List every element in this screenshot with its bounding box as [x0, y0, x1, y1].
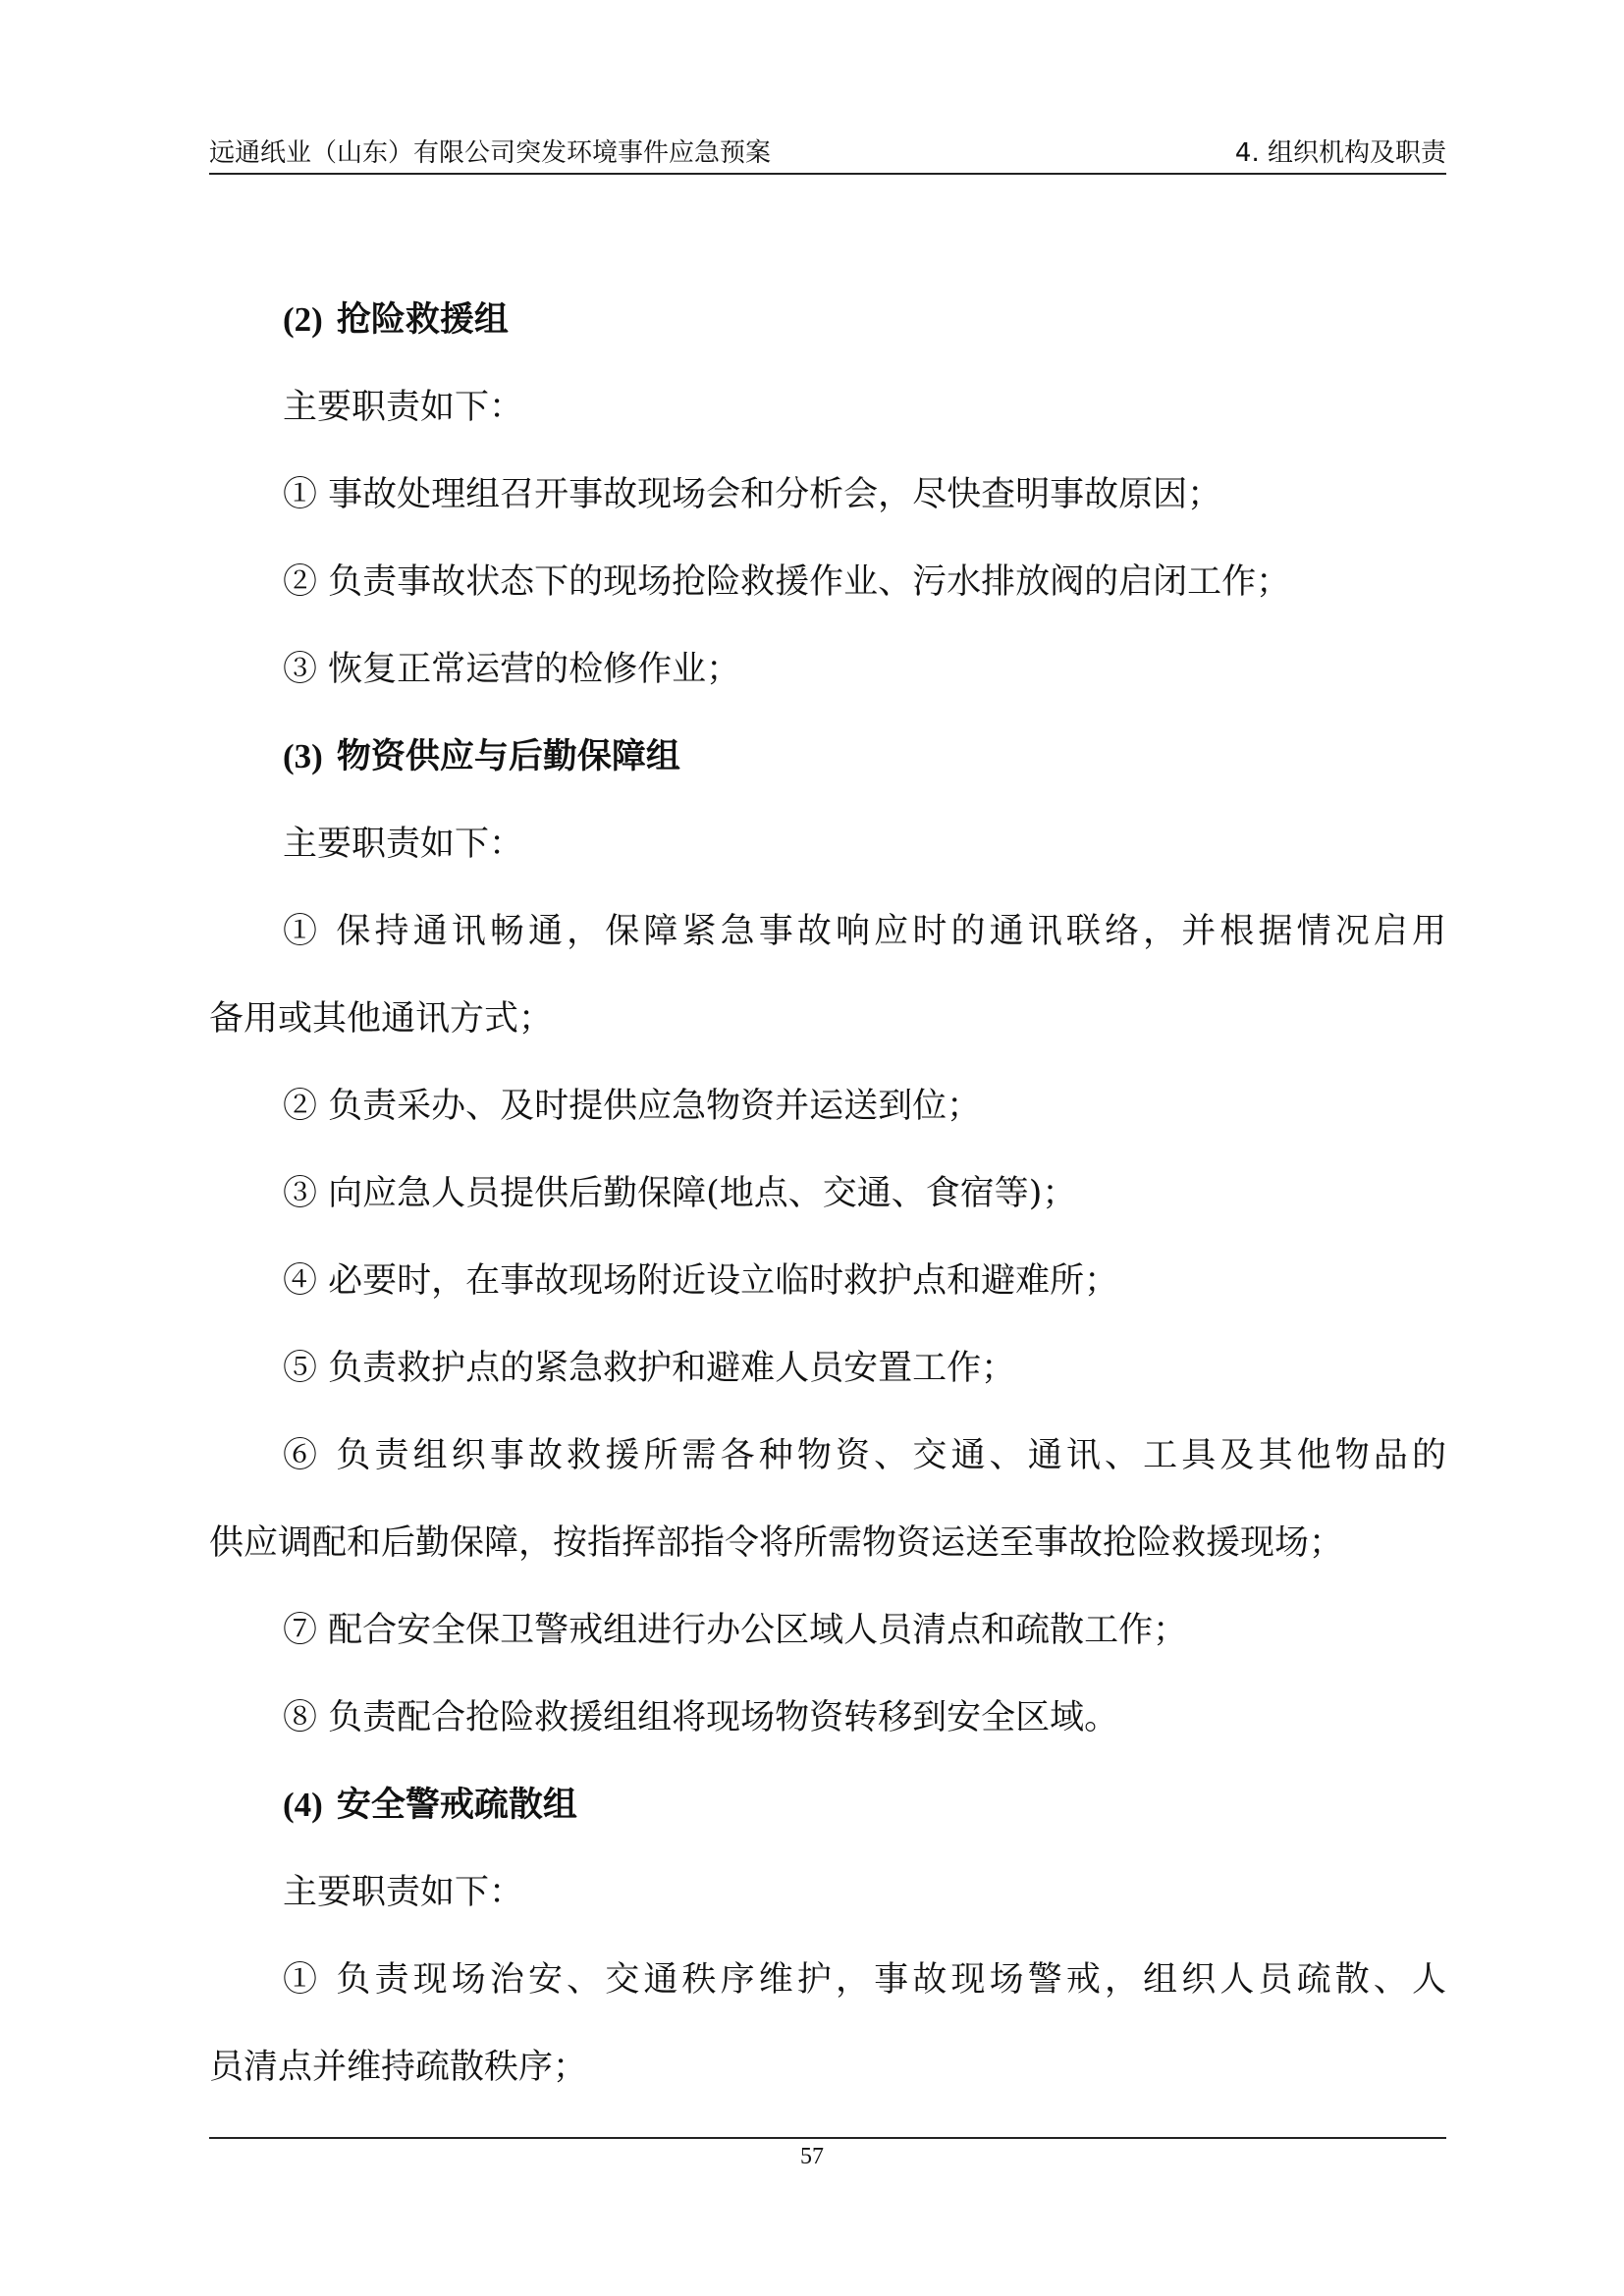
duty-item-line: ⑥ 负责组织事故救援所需各种物资、交通、通讯、工具及其他物品的: [283, 1436, 1446, 1475]
duty-item: ⑧ 负责配合抢险救援组组将现场物资转移到安全区域。: [283, 1698, 1119, 1737]
duty-item: ⑦ 配合安全保卫警戒组进行办公区域人员清点和疏散工作；: [283, 1611, 1188, 1650]
document-title: 远通纸业（山东）有限公司突发环境事件应急预案: [209, 138, 772, 168]
duty-item-continuation: 供应调配和后勤保障，按指挥部指令将所需物资运送至事故抢险救援现场；: [209, 1523, 1344, 1563]
page-header: [209, 139, 1446, 175]
page-number: 57: [800, 2144, 824, 2169]
duty-item: ② 负责事故状态下的现场抢险救援作业、污水排放阀的启闭工作；: [283, 562, 1291, 602]
duty-item-line: ① 保持通讯畅通，保障紧急事故响应时的通讯联络，并根据情况启用: [283, 912, 1446, 951]
section-intro: 主要职责如下：: [283, 388, 524, 427]
duty-item: ⑤ 负责救护点的紧急救护和避难人员安置工作；: [283, 1349, 1016, 1388]
section-heading-2: [209, 285, 1446, 372]
duty-item: ③ 恢复正常运营的检修作业；: [283, 650, 741, 689]
section-number: (3): [283, 737, 323, 775]
chapter-title: 4. 组织机构及职责: [1234, 138, 1446, 168]
document-body: [209, 285, 1446, 2119]
section-title: 抢险救援组: [336, 299, 509, 340]
section-number: (2): [283, 300, 323, 339]
duty-item: ③ 向应急人员提供后勤保障(地点、交通、食宿等)；: [283, 1174, 1077, 1213]
duty-item: ② 负责采办、及时提供应急物资并运送到位；: [283, 1087, 982, 1126]
footer-divider: [209, 2137, 1446, 2139]
section-heading-4: [209, 1770, 1446, 1857]
duty-item: ① 事故处理组召开事故现场会和分析会，尽快查明事故原因；: [283, 475, 1222, 514]
duty-item-line: ① 负责现场治安、交通秩序维护，事故现场警戒，组织人员疏散、人: [283, 1960, 1446, 2000]
section-title: 安全警戒疏散组: [336, 1785, 577, 1825]
section-heading-3: [209, 721, 1446, 809]
duty-item: ④ 必要时，在事故现场附近设立临时救护点和避难所；: [283, 1261, 1119, 1301]
section-intro: 主要职责如下：: [283, 825, 524, 864]
section-number: (4): [283, 1786, 323, 1824]
duty-item-continuation: 员清点并维持疏散秩序；: [209, 2048, 588, 2087]
duty-item-continuation: 备用或其他通讯方式；: [209, 999, 554, 1039]
section-title: 物资供应与后勤保障组: [336, 736, 680, 776]
section-intro: 主要职责如下：: [283, 1873, 524, 1912]
